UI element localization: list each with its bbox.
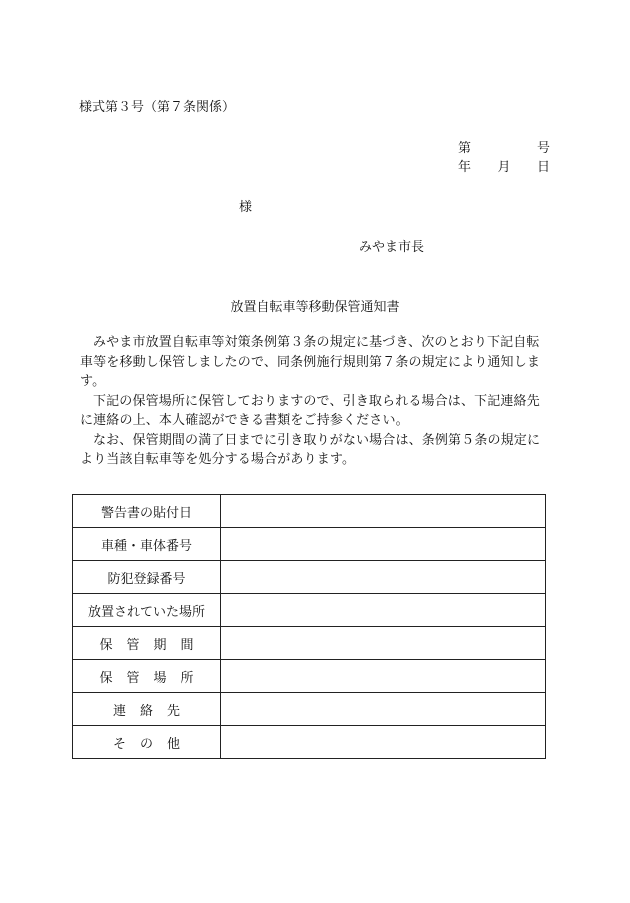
table-row xyxy=(73,693,546,726)
date-day: 日 xyxy=(536,160,550,175)
row-value xyxy=(221,660,546,693)
details-table xyxy=(72,494,546,759)
document-number-line xyxy=(458,137,550,156)
table-row xyxy=(73,495,546,528)
row-value xyxy=(221,495,546,528)
row-value xyxy=(221,627,546,660)
addressee-suffix: 様 xyxy=(239,200,253,215)
body-text xyxy=(80,333,550,470)
table-row xyxy=(73,528,546,561)
paragraph-pickup-instructions: 下記の保管場所に保管しておりますので、引き取られる場合は、下記連絡先に連絡の上、本人確認ができる書類をご持参ください。 xyxy=(80,393,540,428)
issuer-name: みやま市長 xyxy=(359,240,425,255)
row-label: 連絡先 xyxy=(73,693,221,726)
date-month: 月 xyxy=(497,160,511,175)
paragraph-disposal-notice: なお、保管期間の満了日までに引き取りがない場合は、条例第５条の規定により当該自転車等を処分する場合があります。 xyxy=(80,432,541,467)
row-label: 保管期間 xyxy=(73,627,221,660)
table-row xyxy=(73,627,546,660)
row-value xyxy=(221,726,546,759)
row-value xyxy=(221,693,546,726)
form-number: 様式第３号（第７条関係） xyxy=(79,100,236,115)
table-row xyxy=(73,726,546,759)
row-label: その他 xyxy=(73,726,221,759)
paragraph-legal-basis: みやま市放置自転車等対策条例第３条の規定に基づき、次のとおり下記自転車等を移動し保管しましたので、同条例施行規則第７条の規定により通知します。 xyxy=(80,335,540,389)
number-suffix: 号 xyxy=(536,141,550,156)
row-value xyxy=(221,561,546,594)
row-label: 車種・車体番号 xyxy=(73,528,221,561)
row-value xyxy=(221,528,546,561)
row-label: 防犯登録番号 xyxy=(73,561,221,594)
row-label: 保管場所 xyxy=(73,660,221,693)
number-prefix: 第 xyxy=(458,141,472,156)
table-row xyxy=(73,561,546,594)
row-value xyxy=(221,594,546,627)
row-label: 警告書の貼付日 xyxy=(73,495,221,528)
table-row xyxy=(73,660,546,693)
row-label: 放置されていた場所 xyxy=(73,594,221,627)
table-row xyxy=(73,594,546,627)
date-line xyxy=(458,156,550,175)
document-title: 放置自転車等移動保管通知書 xyxy=(230,300,400,315)
date-year: 年 xyxy=(458,160,472,175)
